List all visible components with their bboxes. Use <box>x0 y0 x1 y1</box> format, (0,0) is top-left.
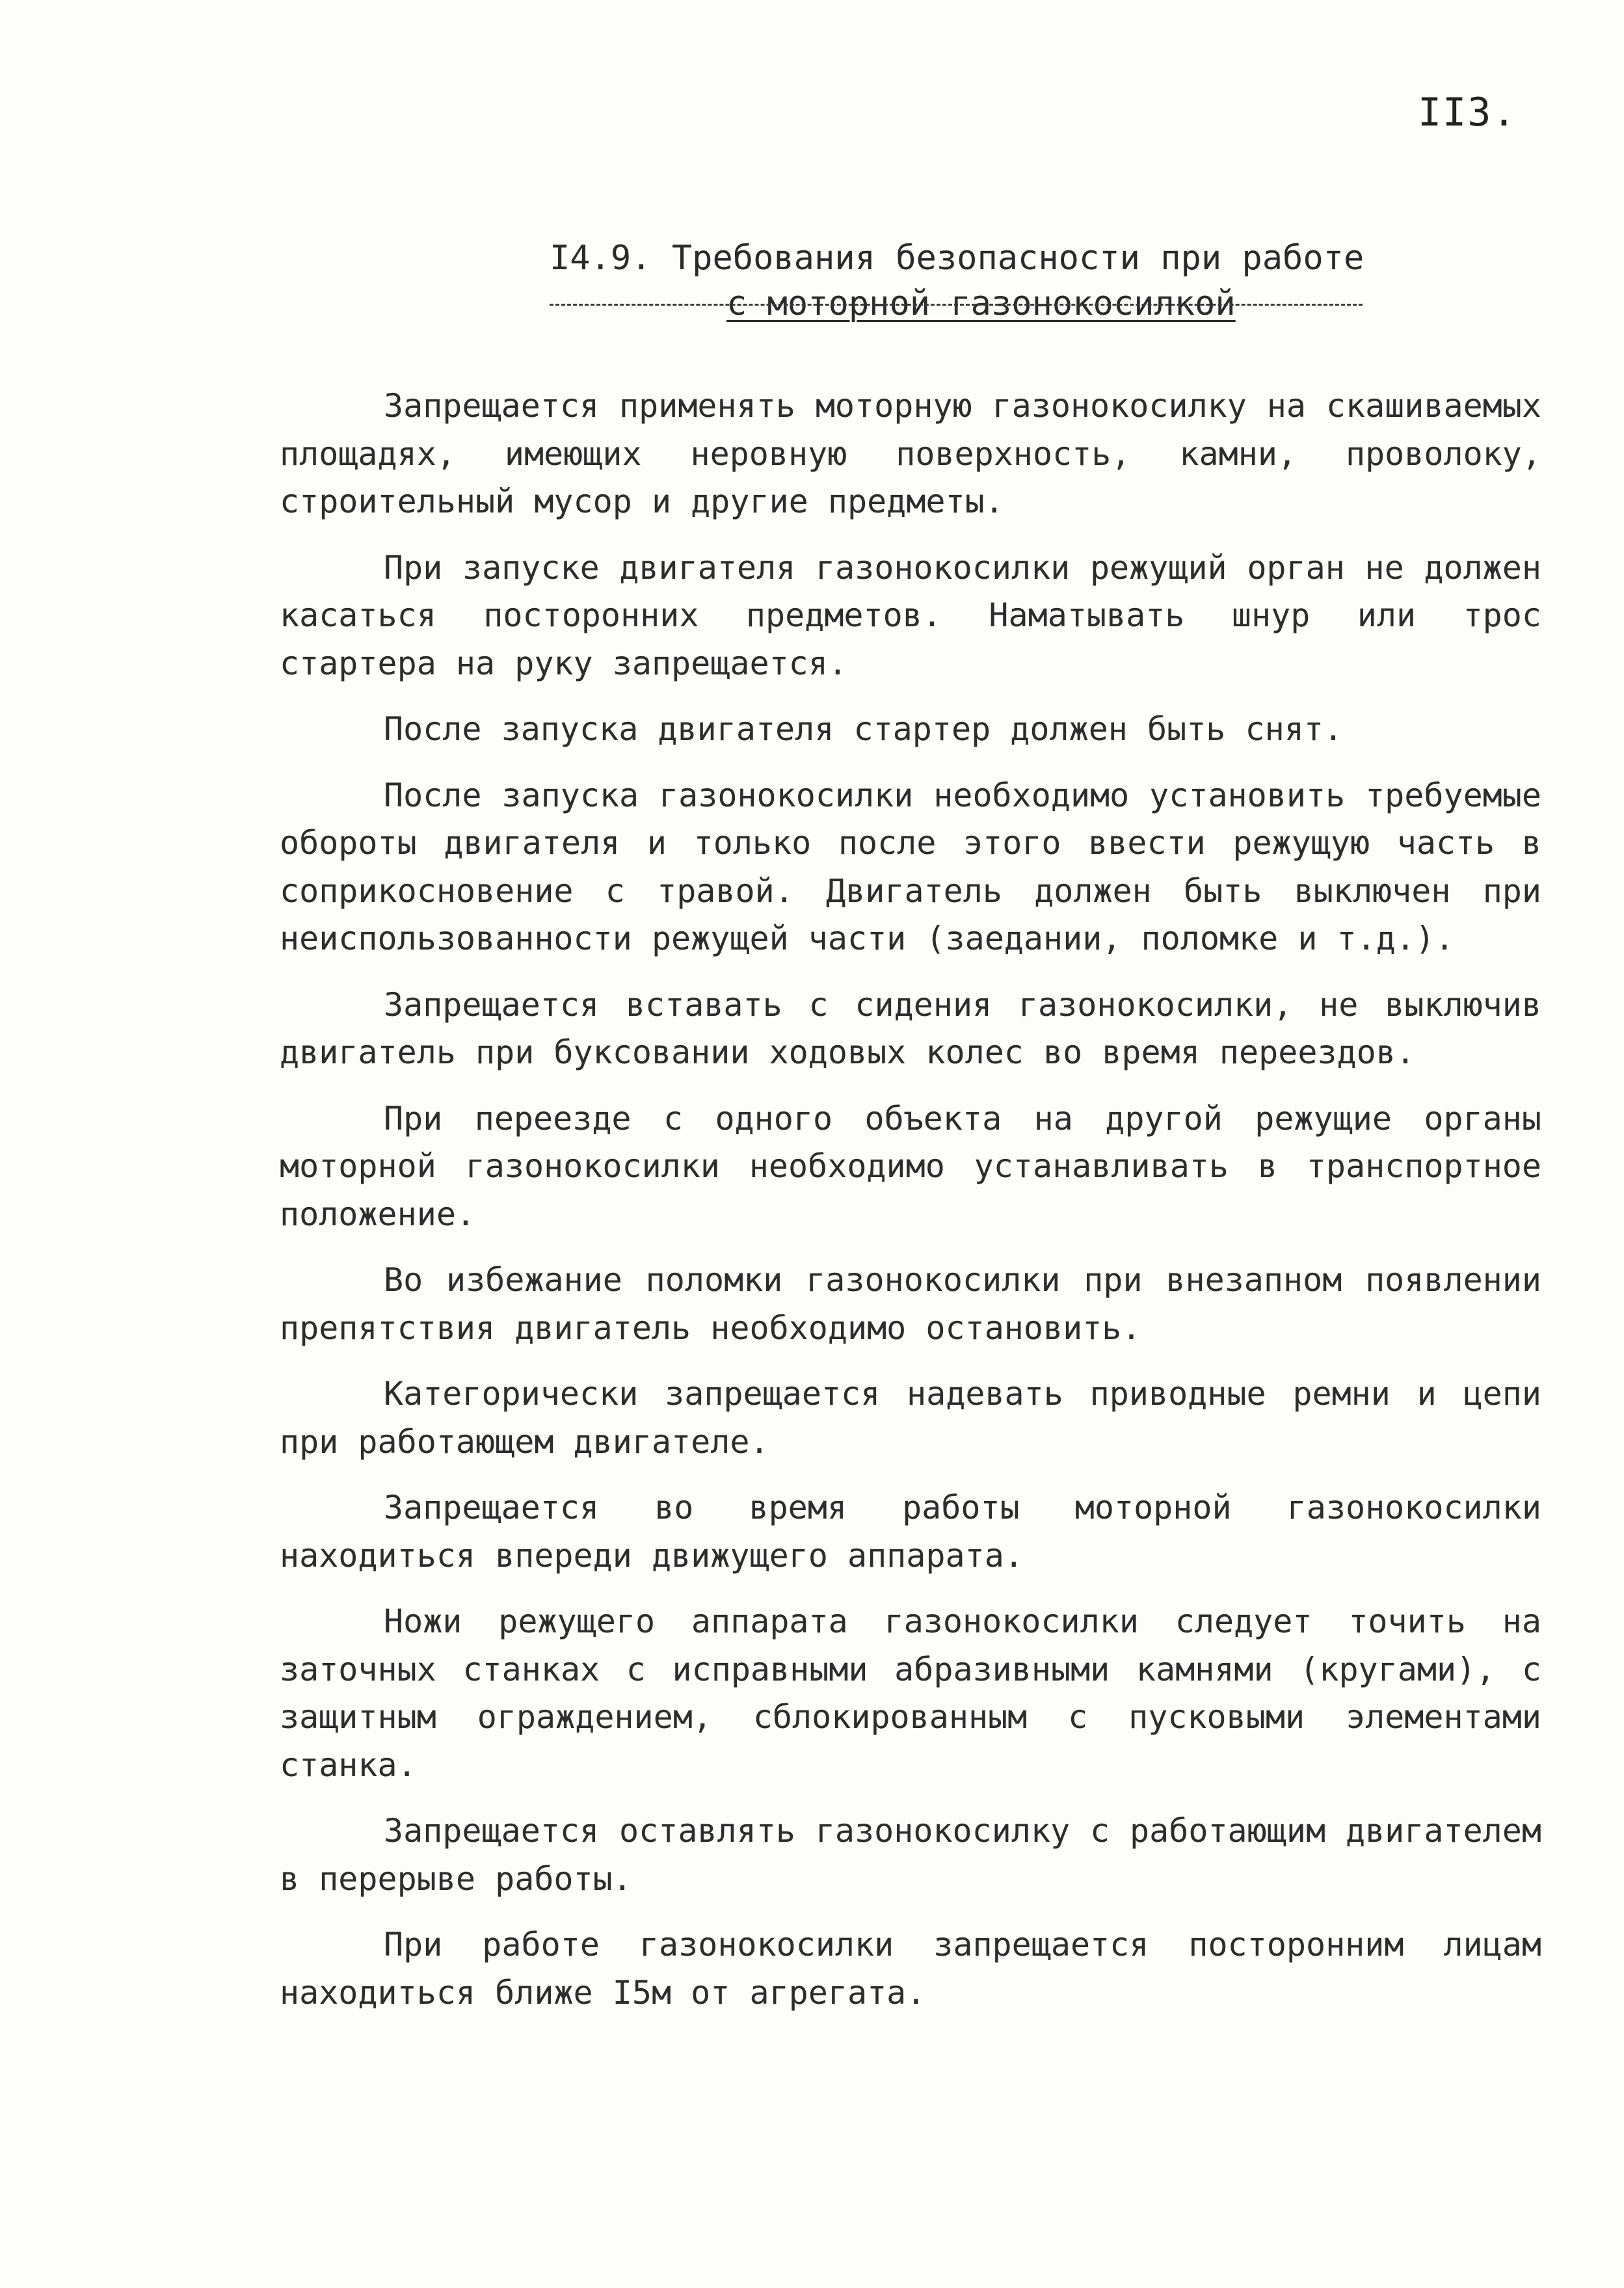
heading-underline-rule <box>550 304 1363 306</box>
paragraph-11: Запрещается оставлять газонокосилку с работающим двигателем в перерыве работы. <box>280 1812 1541 1898</box>
section-heading <box>550 235 1369 326</box>
paragraph-4: После запуска газонокосилки необходимо установить требуемые обороты двигателя и только после этого ввести режущую часть в соприкосновение с травой. Двигатель должен быть выключен при неиспользованности режущей части (заедании, поломке и т.д.). <box>280 776 1541 957</box>
paragraph-9: Запрещается во время работы моторной газонокосилки находиться впереди движущего аппарата. <box>280 1489 1541 1575</box>
paragraph-2: При запуске двигателя газонокосилки режущий орган не должен касаться посторонних предметов. Наматывать шнур или трос стартера на руку запрещается. <box>280 548 1541 682</box>
paragraph-1: Запрещается применять моторную газонокосилку на скашиваемых площадях, имеющих неровную поверхность, камни, проволоку, строительный мусор и другие предметы. <box>280 387 1541 520</box>
body-text <box>280 382 1541 2035</box>
paragraph-10: Ножи режущего аппарата газонокосилки следует точить на заточных станках с исправными абразивными камнями (кругами), с защитным ограждением, сблокированным с пусковыми элементами станка. <box>280 1603 1541 1784</box>
paragraph-8: Категорически запрещается надевать приводные ремни и цепи при работающем двигателе. <box>280 1375 1541 1461</box>
section-heading-line-1: I4.9. Требования безопасности при работе <box>550 239 1364 278</box>
paragraph-12: При работе газонокосилки запрещается посторонним лицам находиться ближе I5м от агрегата. <box>280 1926 1541 2012</box>
paragraph-3: После запуска двигателя стартер должен быть снят. <box>384 710 1344 748</box>
section-heading-line-2: с моторной газонокосилкой <box>726 284 1236 323</box>
paragraph-7: Во избежание поломки газонокосилки при внезапном появлении препятствия двигатель необходимо остановить. <box>280 1261 1541 1347</box>
paragraph-6: При переезде с одного объекта на другой режущие органы моторной газонокосилки необходимо устанавливать в транспортное положение. <box>280 1099 1541 1233</box>
page-number: II3. <box>1418 90 1517 135</box>
paragraph-5: Запрещается вставать с сидения газонокосилки, не выключив двигатель при буксовании ходовых колес во время переездов. <box>280 985 1541 1071</box>
